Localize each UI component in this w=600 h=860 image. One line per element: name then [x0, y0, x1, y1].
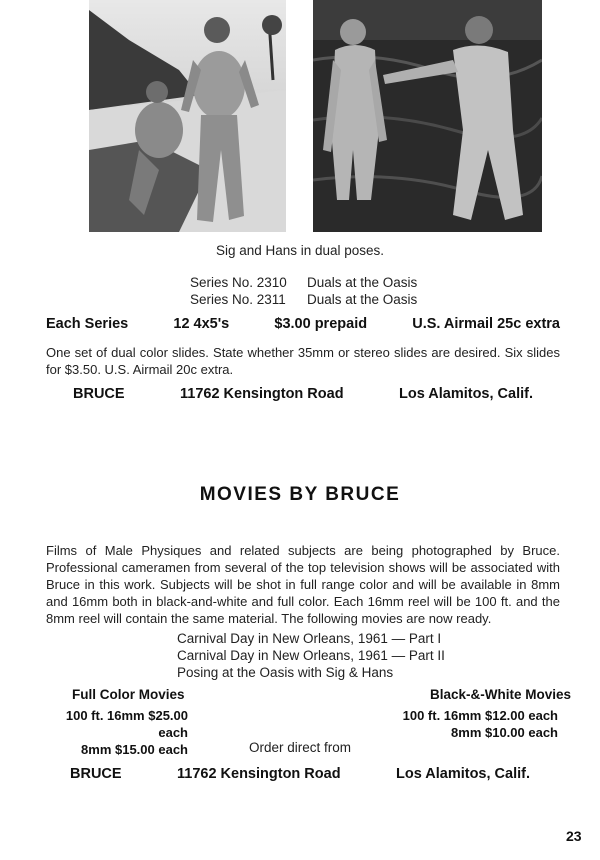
list-item: Carnival Day in New Orleans, 1961 — Part II: [177, 648, 445, 663]
full-color-heading: Full Color Movies: [72, 687, 185, 702]
address-city: Los Alamitos, Calif.: [398, 386, 533, 402]
movies-description: Films of Male Physiques and related subjects are being photographed by Bruce. Professional cameramen from several of the top television shows will be associated with Bruce in this work. Subjects will be shot in full range color and will be available in 8mm and 16mm both in black-and-white and full color. Each 16mm reel will be 100 ft. and the 8mm reel will contain the same material. The following movies are now ready.: [46, 543, 560, 626]
price-line: 100 ft. 16mm $25.00 each: [65, 708, 188, 740]
print-size: 12 4x5's: [173, 316, 230, 332]
photo-sig-and-hans-rocks: [89, 0, 286, 232]
photo-caption: Sig and Hans in dual poses.: [215, 243, 385, 258]
mailing-address: [73, 386, 533, 402]
address-name: BRUCE: [70, 766, 122, 782]
address-city: Los Alamitos, Calif.: [395, 766, 530, 782]
movie-list: [177, 630, 445, 681]
series-price: $3.00 prepaid: [274, 316, 368, 332]
series-title: Duals at the Oasis: [307, 292, 418, 307]
slides-description: One set of dual color slides. State whether 35mm or stereo slides are desired. Six slides for $3.50. U.S. Airmail 20c extra.: [46, 345, 560, 377]
order-instruction: Order direct from: [248, 740, 352, 755]
address-street: 11762 Kensington Road: [176, 766, 341, 782]
page-number: 23: [566, 828, 582, 844]
section-title: MOVIES BY BRUCE: [199, 484, 401, 505]
each-series-label: Each Series: [46, 316, 129, 332]
photo-sig-and-hans-water: [313, 0, 542, 232]
price-line: 100 ft. 16mm $12.00 each: [402, 708, 558, 723]
price-line: 8mm $10.00 each: [451, 725, 558, 740]
series-number: Series No. 2310: [190, 275, 287, 290]
airmail-note: U.S. Airmail 25c extra: [412, 316, 560, 332]
list-item: Posing at the Oasis with Sig & Hans: [177, 665, 394, 680]
series-pricing: [46, 316, 560, 332]
mailing-address: [70, 766, 530, 782]
series-number: Series No. 2311: [190, 292, 286, 307]
black-white-heading: Black-&-White Movies: [430, 687, 572, 702]
series-list: [190, 274, 417, 308]
series-row: [190, 274, 417, 291]
price-line: 8mm $15.00 each: [81, 742, 188, 757]
series-row: [190, 291, 417, 308]
series-title: Duals at the Oasis: [307, 275, 418, 290]
address-street: 11762 Kensington Road: [179, 386, 344, 402]
black-white-prices: [400, 707, 558, 741]
address-name: BRUCE: [73, 386, 125, 402]
list-item: Carnival Day in New Orleans, 1961 — Part I: [177, 631, 442, 646]
